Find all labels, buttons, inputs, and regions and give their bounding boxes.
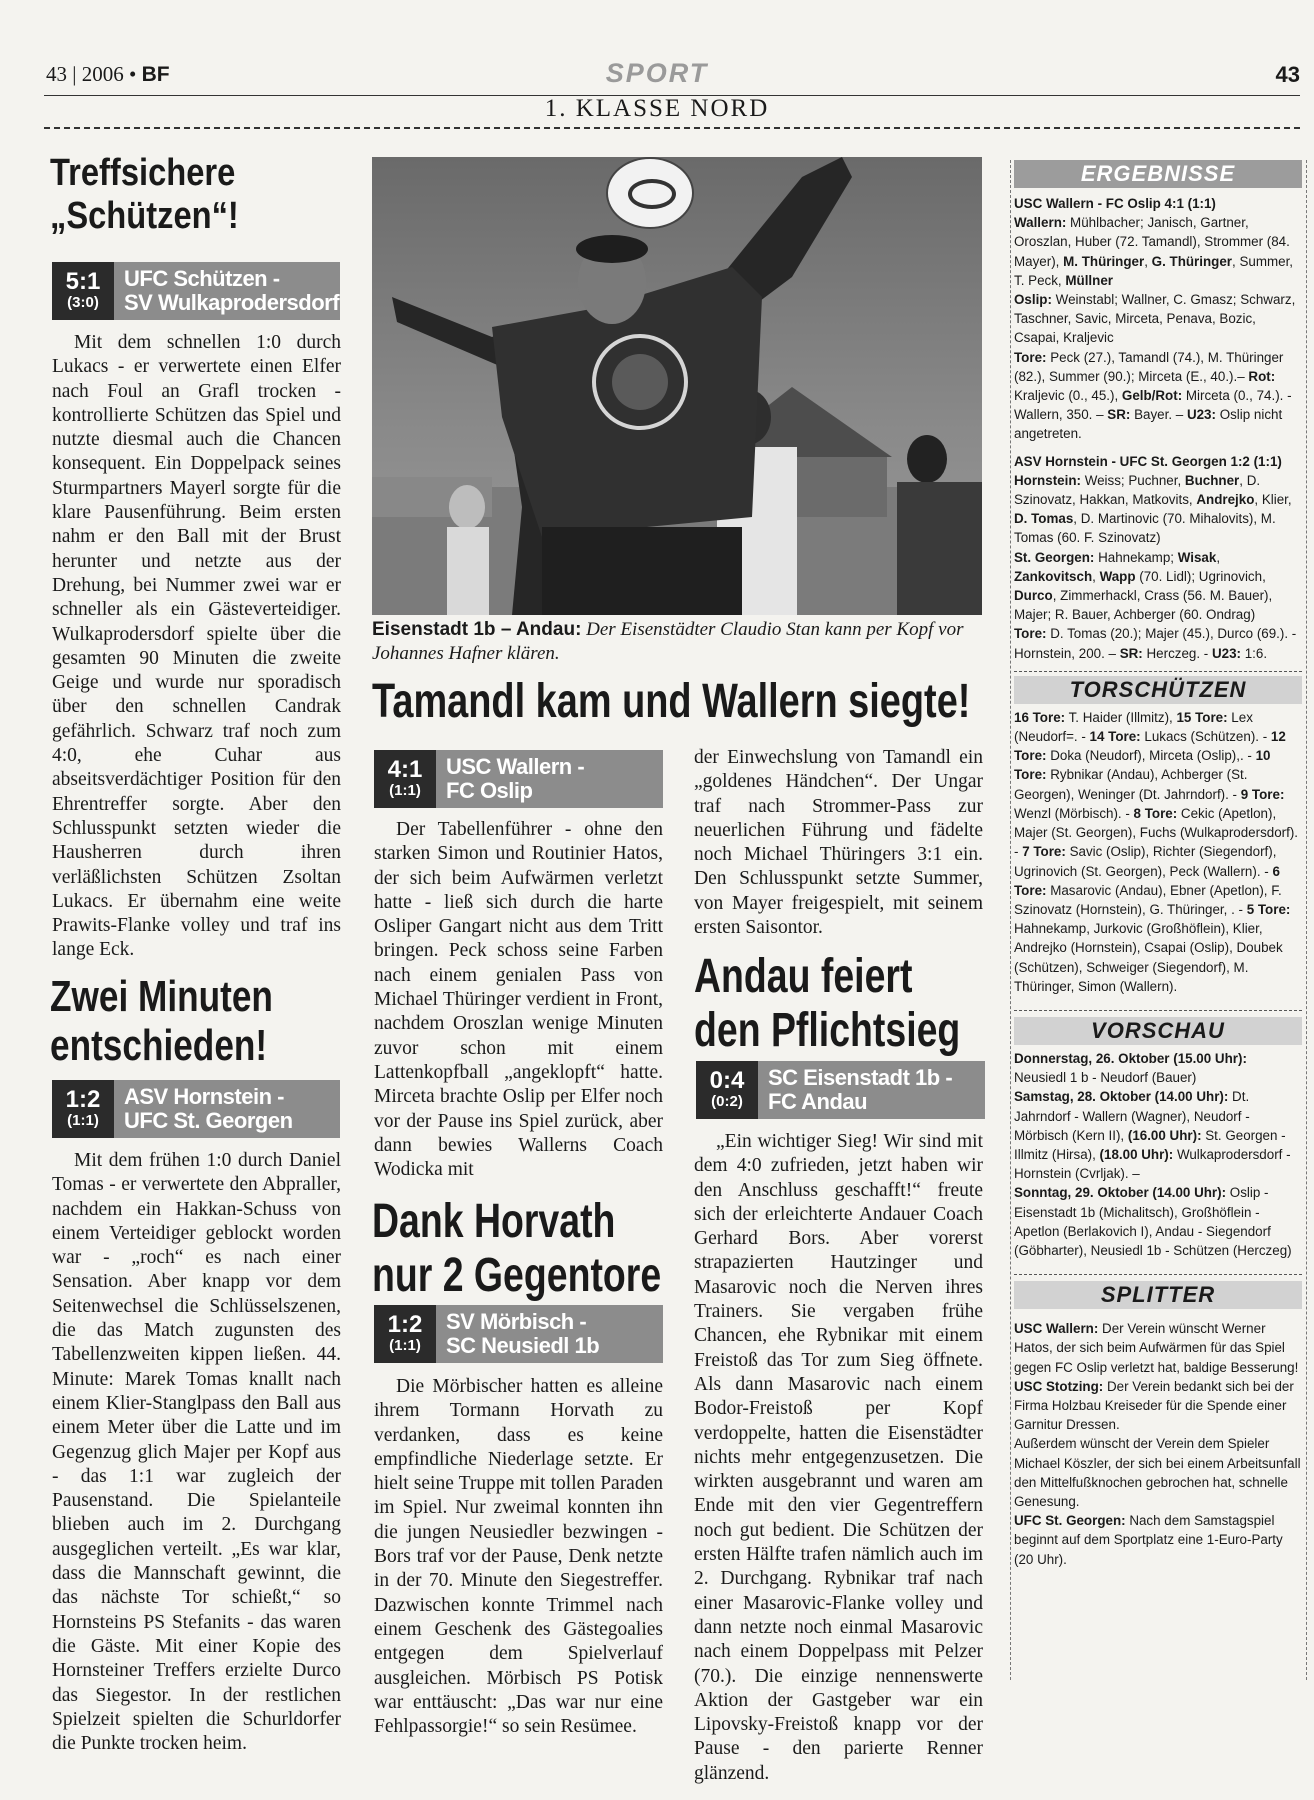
article-headline: Tamandl kam und Wallern siegte!	[372, 675, 971, 728]
match-photo-graphic	[372, 157, 982, 615]
article-body: „Ein wichtiger Sieg! Wir sind mit dem 4:0 zufrieden, jetzt haben wir den Anschluss geschafft!“ freute sich der erleichterte Andauer Coach Gerhard Bors. Aber vorerst strapazierten Hautzinger und Masarovic noch die Nerven ihres Trainers. Sie vergaben frühe Chancen, ehe Rybnikar mit einem Freistoß das Tor zum Sieg öffnete. Als dann Masarovic nach einem Bodor-Freistoß per Kopf verdoppelte, hatten die Eisenstädter nichts mehr entgegenzusetzen. Die wirkten ausgebrannt und waren am Ende mit den vier Gegentreffern noch gut bedient. Die Schützen der ersten Hälfte trafen nämlich auch im 2. Durchgang. Rybnikar traf nach einer Masarovic-Flanke volley und dann netzte noch einmal Masarovic nach einem Doppelpass mit Pelzer (70.). Die einzige nennenswerte Aktion der Gastgeber war ein Lipovsky-Freistoß knapp vor der Pause - den parierte Renner glänzend.	[694, 1131, 983, 1784]
score-result: 4:1	[387, 756, 423, 783]
score-halftime: (1:1)	[389, 1337, 421, 1354]
away-team: UFC St. Georgen	[124, 1108, 293, 1133]
divider	[1014, 1274, 1302, 1275]
divider	[1014, 671, 1302, 672]
article-headline: Treffsichere „Schützen“!	[50, 152, 239, 237]
away-team: FC Andau	[768, 1089, 868, 1114]
preview-box: Donnerstag, 26. Oktober (15.00 Uhr): Neusiedl 1 b - Neudorf (Bauer) Samstag, 28. Oktober (14.00 Uhr): Dt. Jahrndorf - Wallern (Wagner), Neudorf - Mörbisch (Kern II), (16.00 Uhr): St. Georgen - Illmitz (Hirsa), (18.00 Uhr): Wulkaprodersdorf - Hornstein (Cvrljak). – Sonntag, 29. Oktober (14.00 Uhr): Oslip - Eisenstadt 1b (Michalitsch), Großhöflein - Apetlon (Berlakovich I), Andau - Siegendorf (Göbharter), Neusiedl 1b - Schützen (Herczeg)	[1014, 1050, 1292, 1258]
score-halftime: (1:1)	[389, 782, 421, 799]
brand: BF	[141, 63, 170, 86]
page-number: 43	[1275, 62, 1300, 87]
preview-title: VORSCHAU	[1014, 1017, 1302, 1045]
sidebar	[1014, 160, 1302, 1569]
section-title: SPORT	[605, 58, 709, 88]
score-box	[52, 262, 340, 320]
ball-pattern	[628, 179, 676, 209]
scorers-box: 16 Tore: T. Haider (Illmitz), 15 Tore: Lex (Neudorf=. - 14 Tore: Lukacs (Schützen). - 12 Tore: Doka (Neudorf), Mirceta (Oslip),. - 10 Tore: Rybnikar (Andau), Achberger (St. Georgen), Weninger (Dt. Jahrndorf). - 9 Tore: Wenzl (Mörbisch). - 8 Tore: Cekic (Apetlon), Majer (St. Georgen), Fuchs (Wulkaprodersdorf). - 7 Tore: Savic (Oslip), Richter (Siegendorf), Ugrinovich (St. Georgen), Peck (Wallern). - 6 Tore: Masarovic (Andau), Ebner (Apetlon), F. Szinovatz (Hornstein), G. Thüringer, . - 5 Tore: Hahnekamp, Jurkovic (Großhöflein), Klier, Andrejko (Hornstein), Csapai (Oslip), Doubek (Schützen), Schweiger (Siegendorf), M. Thüringer, Simon (Wallern).	[1014, 709, 1299, 994]
score-result: 5:1	[65, 268, 101, 295]
home-team: SV Mörbisch -	[446, 1308, 587, 1334]
away-team: FC Oslip	[446, 778, 533, 803]
score-halftime: (3:0)	[67, 294, 99, 311]
results-title: ERGEBNISSE	[1014, 160, 1302, 188]
article-body-continued: der Einwechslung von Tamandl ein „goldenes Händchen“. Der Ungar traf nach Strommer-Pass zur neuerlichen Führung und fädelte noch Michael Thüringers 3:1 ein. Den Schlusspunkt setzte Summer, von Mayer freigespielt, mit seinem ersten Saisontor.	[694, 747, 983, 939]
header-dashed-rule	[44, 127, 1300, 129]
result-wallern-oslip: USC Wallern - FC Oslip 4:1 (1:1) Wallern: Mühlbacher; Janisch, Gartner, Oroszlan, Huber (72. Tamandl), Strommer (84. Mayer), M. Thüringer, G. Thüringer, Summer, T. Peck, Müllner Oslip: Weinstabl; Wallner, C. Gmasz; Schwarz, Taschner, Savic, Mirceta, Penava, Bozic, Csapai, Kraljevic Tore: Peck (27.), Tamandl (74.), M. Thüringer (82.), Summer (90.); Mirceta (E., 40.).– Rot: Kraljevic (0., 45.), Gelb/Rot: Mirceta (0., 74.). - Wallern, 350. – SR: Bayer. – U23: Oslip nicht angetreten.	[1014, 196, 1296, 442]
league-kicker: 1. KLASSE NORD	[544, 95, 770, 122]
issue-number: 43 | 2006	[46, 62, 124, 86]
article-headline: Dank Horvath nur 2 Gegentore	[372, 1195, 662, 1302]
score-box	[374, 1305, 663, 1363]
score-box	[52, 1080, 340, 1138]
away-team: SC Neusiedl 1b	[446, 1333, 600, 1358]
results-box	[1014, 194, 1302, 663]
score-box	[696, 1061, 985, 1119]
scorers-title: TORSCHÜTZEN	[1014, 676, 1302, 704]
article-headline: Andau feiert den Pflichtsieg	[694, 950, 961, 1057]
score-halftime: (1:1)	[67, 1112, 99, 1129]
score-box	[374, 750, 663, 808]
home-team: SC Eisenstadt 1b -	[768, 1064, 953, 1090]
article-body: Der Tabellenführer - ohne den starken Simon und Routinier Hatos, der sich beim Aufwärmen verletzt hatte - ließ sich durch die harte Osliper Gangart nicht aus dem Tritt bringen. Peck schoss seine Farben nach einem genialen Pass von Michael Thüringer verdient in Front, nachdem Oroszlan wenige Minuten zuvor schon mit einem Lattenkopfball „angeklopft“ hatte. Mirceta brachte Oslip per Elfer noch vor der Pause ins Spiel zurück, aber dann bewies Wallerns Coach Wodicka mit	[374, 819, 663, 1181]
photo-caption: Eisenstadt 1b – Andau: Der Eisenstädter Claudio Stan kann per Kopf vor Johannes Hafner klären.	[372, 619, 964, 664]
score-result: 0:4	[709, 1067, 745, 1094]
score-result: 1:2	[65, 1086, 101, 1113]
article-body: Die Mörbischer hatten es alleine ihrem Tormann Horvath zu verdanken, dass es keine empfindliche Niederlage setzte. Er hielt seine Truppe mit tollen Paraden im Spiel. Nur zweimal konnten ihn die jungen Neusiedler bezwingen - Bors traf vor der Pause, Denk netzte in der 70. Minute den Siegestreffer. Dazwischen konnte Trimmel nach einem Geschenk des Gästegoalies entgegen dem Spielverlauf ausgleichen. Mörbisch PS Potisk war enttäuscht: „Das war nur eine Fehlpassorgie!“ so sein Resümee.	[374, 1376, 663, 1738]
home-team: UFC Schützen -	[124, 265, 280, 291]
bullet: •	[128, 62, 137, 86]
divider	[1014, 1010, 1302, 1011]
home-team: USC Wallern -	[446, 753, 585, 779]
score-result: 1:2	[387, 1311, 423, 1338]
result-hornstein-stgeorgen: ASV Hornstein - UFC St. Georgen 1:2 (1:1) Hornstein: Weiss; Puchner, Buchner, D. Szinovatz, Hakkan, Matkovits, Andrejko, Klier, D. Tomas, D. Martinovic (70. Mihalovits), M. Tomas (60. F. Szinovatz) St. Georgen: Hahnekamp; Wisak, Zankovitsch, Wapp (70. Lidl); Ugrinovich, Durco, Zimmerhackl, Crass (56. M. Bauer), Majer; R. Bauer, Achberger (60. Ondrag) Tore: D. Tomas (20.); Majer (45.), Durco (69.). - Hornstein, 200. – SR: Herczeg. - U23: 1:6.	[1014, 453, 1297, 661]
article-body: Mit dem frühen 1:0 durch Daniel Tomas - er verwertete den Abpraller, nachdem ein Hakkan-Schuss von einem Verteidiger geblockt worden war - „roch“ es nach einer Sensation. Aber knapp vor dem Seitenwechsel die Schlüsselszenen, die das Match zugunsten des Tabellenzweiten kippen ließen. 44. Minute: Marek Tomas knallt nach einem Klier-Stanglpass den Ball aus einem Meter über die Latte und im Gegenzug glich Majer per Kopf aus - das 1:1 war zugleich der Pausenstand. Die Spielanteile blieben auch im 2. Durchgang ausgeglichen verteilt. „Es war klar, dass die Mannschaft gewinnt, die das nächste Tor schießt,“ so Hornsteins PS Stefanits - das waren die Gäste. Mit einer Kopie des Hornsteiner Treffers erzielte Durco das Siegestor. In der restlichen Spielzeit spielten die Schurldorfer die Punkte trocken heim.	[52, 1150, 341, 1755]
score-halftime: (0:2)	[711, 1093, 743, 1110]
home-team: ASV Hornstein -	[124, 1083, 284, 1109]
sidebar-border-left	[1010, 160, 1011, 1680]
notes-title: SPLITTER	[1014, 1281, 1302, 1309]
match-photo	[372, 157, 982, 615]
article-body: Mit dem schnellen 1:0 durch Lukacs - er verwertete einen Elfer nach Foul an Grafl trocken - kontrollierte Schützen das Spiel und nutzte diesmal auch die Chancen konsequent. Ein Doppelpack seines Sturmpartners Mayerl sorgte für die klare Pausenführung. Beim ersten nahm er den Ball mit der Brust herunter und netzte aus der Drehung, bei Nummer zwei war er schneller als ein Gästeverteidiger. Wulkaprodersdorf spielte über die gesamten 90 Minuten die zweite Geige und wurde nur sporadisch über den schnellen Candrak gefährlich. Schwarz traf noch zum 4:0, ehe Cuhar aus abseitsverdächtiger Position für den Ehrentreffer sorgte. Aber den Schlusspunkt setzten wieder die Hausherren durch ihren verläßlichsten Schützen Zsoltan Lukacs. Er übernahm eine weite Prawits-Flanke volley und traf ins lange Eck.	[52, 332, 341, 961]
sidebar-border-right	[1306, 160, 1307, 1680]
notes-box: USC Wallern: Der Verein wünscht Werner Hatos, der sich beim Aufwärmen für das Spiel gegen FC Oslip verletzt hat, baldige Besserung! USC Stotzing: Der Verein bedankt sich bei der Firma Holzbau Kreiseder für die Spende einer Garnitur Dressen. Außerdem wünscht der Verein dem Spieler Michael Köszler, der sich bei einem Arbeitsunfall den Mittelfußknochen gebrochen hat, schnelle Genesung. UFC St. Georgen: Nach dem Samstagspiel beginnt auf dem Sportplatz eine 1-Euro-Party (20 Uhr).	[1014, 1321, 1301, 1567]
article-headline: Zwei Minuten entschieden!	[50, 972, 273, 1071]
away-team: SV Wulkaprodersdorf	[124, 290, 340, 315]
